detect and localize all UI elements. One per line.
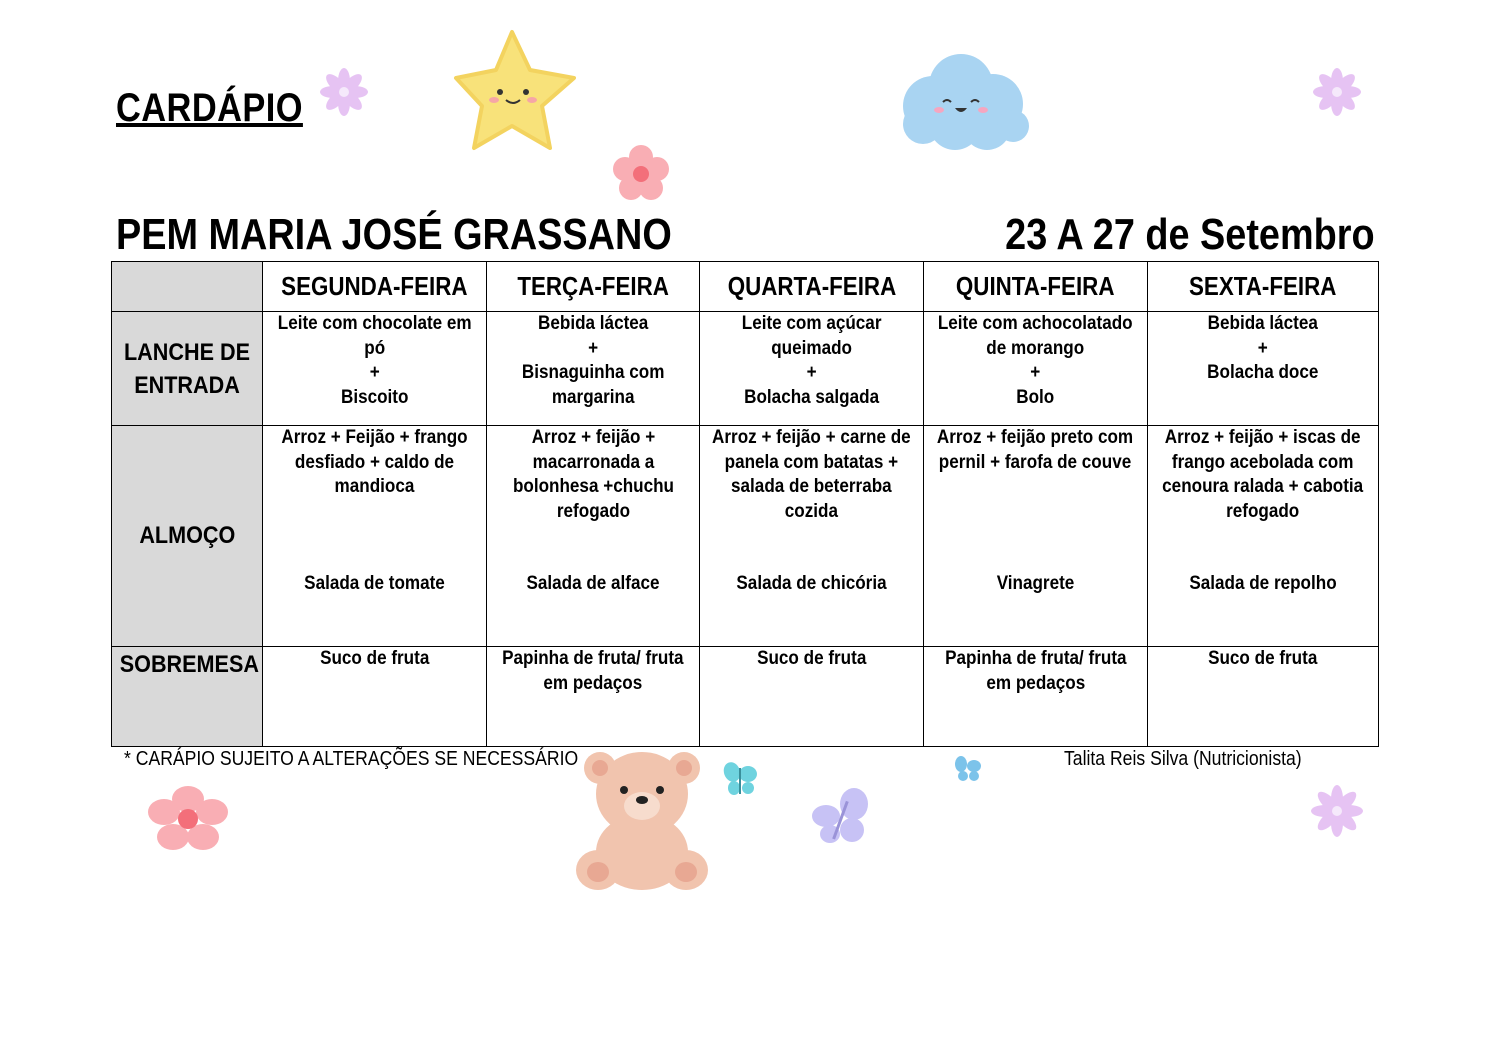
menu-cell: Leite com chocolate em pó + Biscoito bbox=[263, 312, 487, 426]
menu-cell: Arroz + feijão preto com pernil + farofa de couve Vinagrete bbox=[924, 426, 1148, 647]
menu-cell: Suco de fruta bbox=[1148, 647, 1379, 747]
table-row-sobremesa bbox=[112, 647, 1379, 747]
lilac-flower-icon bbox=[318, 66, 370, 118]
day-header: QUINTA-FEIRA bbox=[924, 262, 1148, 312]
day-header: TERÇA-FEIRA bbox=[487, 262, 700, 312]
menu-cell: Arroz + feijão + iscas de frango acebolada com cenoura ralada + cabotia refogado Salada de repolho bbox=[1148, 426, 1379, 647]
teddy-bear-icon bbox=[572, 744, 712, 894]
menu-cell: Papinha de fruta/ fruta em pedaços bbox=[487, 647, 700, 747]
nutritionist-signature: Talita Reis Silva (Nutricionista) bbox=[1064, 748, 1302, 770]
lilac-flower-icon bbox=[1310, 784, 1364, 838]
table-header-row bbox=[112, 262, 1379, 312]
lilac-flower-icon bbox=[1311, 66, 1363, 118]
table-row-almoco bbox=[112, 426, 1379, 647]
pink-flower-icon bbox=[608, 141, 674, 207]
menu-cell: Suco de fruta bbox=[700, 647, 924, 747]
row-label-sobremesa: SOBREMESA bbox=[112, 647, 263, 747]
menu-cell: Suco de fruta bbox=[263, 647, 487, 747]
butterfly-icon bbox=[720, 760, 760, 798]
school-name: PEM MARIA JOSÉ GRASSANO bbox=[116, 210, 672, 259]
table-row-lanche bbox=[112, 312, 1379, 426]
menu-cell: Arroz + feijão + carne de panela com batatas + salada de beterraba cozida Salada de chicória bbox=[700, 426, 924, 647]
day-header: SEXTA-FEIRA bbox=[1148, 262, 1379, 312]
menu-cell: Bebida láctea + Bolacha doce bbox=[1148, 312, 1379, 426]
menu-cell: Arroz + feijão + macarronada a bolonhesa +chuchu refogado Salada de alface bbox=[487, 426, 700, 647]
menu-cell: Leite com achocolatado de morango + Bolo bbox=[924, 312, 1148, 426]
menu-cell: Arroz + Feijão + frango desfiado + caldo de mandioca Salada de tomate bbox=[263, 426, 487, 647]
page-title: CARDÁPIO bbox=[116, 86, 303, 130]
date-range: 23 A 27 de Setembro bbox=[1005, 210, 1375, 259]
star-icon bbox=[450, 26, 580, 154]
disclaimer-note: * CARÁPIO SUJEITO A ALTERAÇÕES SE NECESSÁRIO bbox=[124, 748, 579, 770]
menu-cell: Papinha de fruta/ fruta em pedaços bbox=[924, 647, 1148, 747]
menu-table bbox=[111, 261, 1379, 747]
corner-cell bbox=[112, 262, 263, 312]
row-label-almoco: ALMOÇO bbox=[112, 426, 263, 647]
pink-flower-icon bbox=[144, 784, 232, 854]
day-header: QUARTA-FEIRA bbox=[700, 262, 924, 312]
menu-cell: Leite com açúcar queimado + Bolacha salgada bbox=[700, 312, 924, 426]
butterfly-icon bbox=[952, 754, 984, 784]
row-label-lanche: LANCHE DE ENTRADA bbox=[112, 312, 263, 426]
day-header: SEGUNDA-FEIRA bbox=[263, 262, 487, 312]
menu-cell: Bebida láctea + Bisnaguinha com margarina bbox=[487, 312, 700, 426]
butterfly-icon bbox=[806, 786, 874, 848]
cloud-icon bbox=[895, 46, 1035, 154]
